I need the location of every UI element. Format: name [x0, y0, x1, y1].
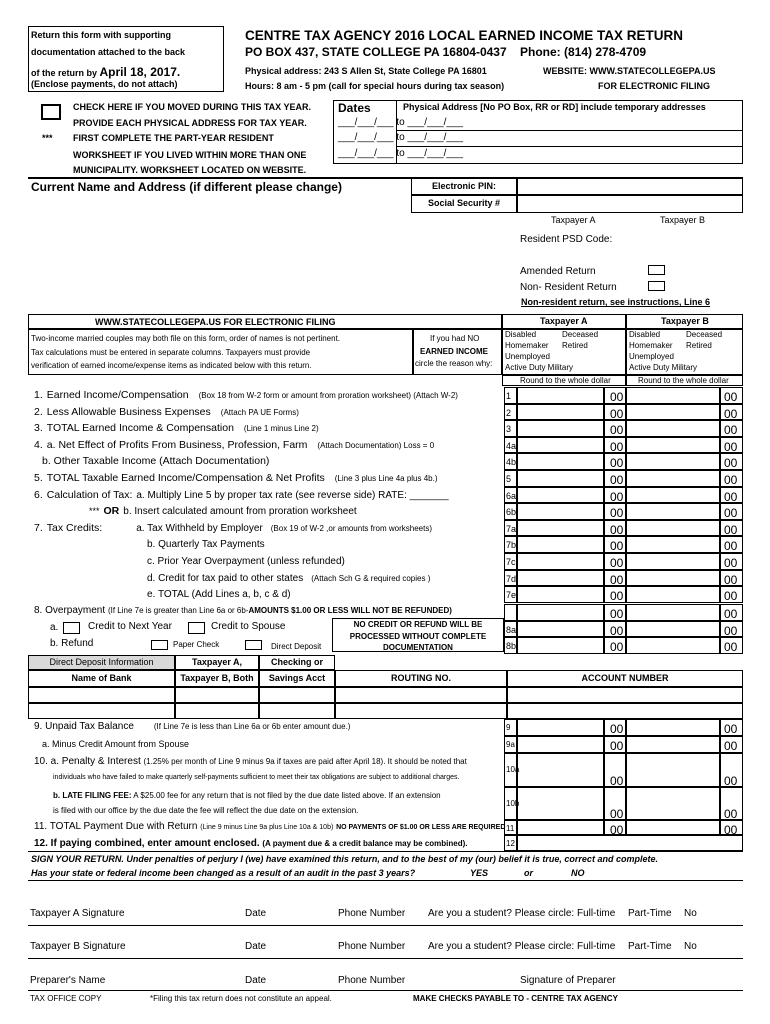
- line-8-row0-col3: 00: [720, 604, 743, 621]
- reason-b-homemaker[interactable]: Homemaker: [629, 341, 673, 350]
- nonresident-label: Non- Resident Return: [520, 282, 617, 293]
- taxpayer-a-student: Are you a student? Please circle: Full-time: [428, 908, 616, 919]
- preparer-date-label[interactable]: Date: [245, 975, 267, 986]
- electronic-filing-note: FOR ELECTRONIC FILING: [598, 81, 710, 91]
- line-code-7e: 7e: [504, 586, 517, 603]
- line-5-label: 5. TOTAL Taxable Earned Income/Compensation & Net Profits (Line 3 plus Line 4a plus 4b.): [34, 472, 438, 484]
- line-7b-taxpayer-b-input[interactable]: [626, 536, 720, 553]
- deposit-savings: Savings Acct: [268, 673, 326, 683]
- line-code-5: 5: [504, 470, 517, 487]
- line-2-taxpayer-b-input[interactable]: [626, 404, 720, 421]
- account-type-input[interactable]: [259, 687, 335, 703]
- line-1-taxpayer-b-cents: 00: [720, 387, 743, 404]
- line-4a-taxpayer-a-input[interactable]: [517, 437, 604, 454]
- line-7b-taxpayer-b-cents: 00: [720, 536, 743, 553]
- line-7e-taxpayer-b-cents: 00: [720, 586, 743, 603]
- taxpayer-b-header: Taxpayer B: [660, 215, 706, 225]
- nonresident-checkbox[interactable]: [648, 281, 665, 291]
- credit-next-year-label: Credit to Next Year: [88, 621, 172, 632]
- amended-label: Amended Return: [520, 266, 596, 277]
- line-1-taxpayer-a-cents: 00: [604, 387, 626, 404]
- line-7e-label: e. TOTAL (Add Lines a, b, c & d): [147, 589, 291, 601]
- deposit-bank-header: Name of Bank: [71, 673, 132, 683]
- line-10a-col3: 00: [720, 753, 743, 787]
- line-6b-taxpayer-b-cents: 00: [720, 503, 743, 520]
- line-12-label: 12. If paying combined, enter amount enclosed. (A payment due & a credit balance may be combined).: [34, 838, 468, 849]
- line-7a-taxpayer-a-input[interactable]: [517, 520, 604, 537]
- line-6b-taxpayer-a-cents: 00: [604, 503, 626, 520]
- line-7a-label: 7. Tax Credits: a. Tax Withheld by Employer (Box 19 of W-2 ,or amounts from worksheets): [34, 521, 432, 534]
- bank-name-input-2[interactable]: [28, 703, 175, 719]
- line-10a-col2[interactable]: [626, 753, 720, 787]
- line-7a-taxpayer-b-input[interactable]: [626, 520, 720, 537]
- audit-question: Has your state or federal income been changed as a result of an audit in the past 3 years?: [31, 868, 416, 878]
- line-code-10a: 10a: [504, 753, 517, 787]
- line-9-col2[interactable]: [626, 719, 720, 736]
- line-10b-col1: 00: [604, 787, 626, 820]
- taxpayer-a-header: Taxpayer A: [551, 215, 596, 225]
- line-7b-taxpayer-a-cents: 00: [604, 536, 626, 553]
- line-7e-taxpayer-b-input[interactable]: [626, 586, 720, 603]
- line-1-taxpayer-a-input[interactable]: [517, 387, 604, 404]
- line-code-2: 2: [504, 404, 517, 421]
- line-code-7c: 7c: [504, 553, 517, 570]
- line-7d-taxpayer-a-input[interactable]: [517, 570, 604, 587]
- reason-a-retired[interactable]: Retired: [562, 341, 588, 350]
- deposit-taxpayer-a: Taxpayer A,: [191, 657, 243, 667]
- preparer-name-label[interactable]: Preparer's Name: [30, 975, 106, 986]
- line-code-11: 11: [504, 820, 517, 835]
- line-8-row2-col2[interactable]: [626, 637, 720, 654]
- line-9a-col3: 00: [720, 736, 743, 753]
- tax-office-copy: TAX OFFICE COPY: [30, 994, 102, 1003]
- deposit-checking: Checking or: [270, 657, 323, 667]
- line-code-7a: 7a: [504, 520, 517, 537]
- taxpayer-b-student: Are you a student? Please circle: Full-time: [428, 941, 616, 952]
- line-10b-col2[interactable]: [626, 787, 720, 820]
- line-1-taxpayer-b-input[interactable]: [626, 387, 720, 404]
- line-11-col1: 00: [604, 820, 626, 835]
- taxpayer-a-signature-label[interactable]: Taxpayer A Signature: [30, 908, 125, 919]
- website: WEBSITE: WWW.STATECOLLEGEPA.US: [543, 66, 716, 76]
- line-5-taxpayer-b-input[interactable]: [626, 470, 720, 487]
- line-8-row0-col2[interactable]: [626, 604, 720, 621]
- sign-statement: SIGN YOUR RETURN. Under penalties of perjury I (we) have examined this return, and to the best of my (our) belief it is true, correct and complete.: [31, 854, 658, 864]
- line-4b-taxpayer-b-cents: 00: [720, 453, 743, 470]
- moved-line5: MUNICIPALITY. WORKSHEET LOCATED ON WEBSITE.: [73, 165, 307, 175]
- line-3-label: 3. TOTAL Earned Income & Compensation (Line 1 minus Line 2): [34, 422, 319, 435]
- line-8-code-1: 8a: [504, 621, 517, 638]
- line-8-row1-col0[interactable]: [517, 621, 604, 638]
- line-code-1: 1: [504, 387, 517, 404]
- round-note-a: Round to the whole dollar: [520, 376, 611, 385]
- preparer-phone-label[interactable]: Phone Number: [338, 975, 406, 986]
- instructions-line1: Two-income married couples may both file on this form, order of names is not pertinent.: [31, 334, 341, 343]
- line-4a-taxpayer-a-cents: 00: [604, 437, 626, 454]
- line-2-taxpayer-b-cents: 00: [720, 404, 743, 421]
- account-type-input-2[interactable]: [259, 703, 335, 719]
- line-2-taxpayer-a-cents: 00: [604, 404, 626, 421]
- no-income-line2: EARNED INCOME: [420, 347, 489, 356]
- line-9-col0[interactable]: [517, 719, 604, 736]
- line-code-3: 3: [504, 420, 517, 437]
- line-10b-label: b. LATE FILING FEE: A $25.00 fee for any return that is not filed by the due date listed above. If an extension: [53, 791, 441, 800]
- line-9a-label: a. Minus Credit Amount from Spouse: [42, 739, 190, 749]
- line-9a-col1: 00: [604, 736, 626, 753]
- reason-a-homemaker[interactable]: Homemaker: [505, 341, 549, 350]
- line-8-row2-col0[interactable]: [517, 637, 604, 654]
- paper-check-checkbox[interactable]: [151, 640, 168, 650]
- line-10a-note: individuals who have failed to make quarterly self-payments sufficient to meet their tax obligations are subject to additional charges.: [53, 774, 460, 781]
- routing-input[interactable]: [335, 687, 507, 703]
- audit-yes[interactable]: YES: [470, 868, 489, 878]
- pin-input[interactable]: [517, 177, 743, 195]
- line-7b-label: b. Quarterly Tax Payments: [147, 539, 265, 551]
- line-6a-taxpayer-a-cents: 00: [604, 487, 626, 504]
- line-4b-taxpayer-a-cents: 00: [604, 453, 626, 470]
- no-credit-line1: NO CREDIT OR REFUND WILL BE: [353, 620, 483, 629]
- taxpayer-a-phone-label[interactable]: Phone Number: [338, 908, 406, 919]
- line-3-taxpayer-b-input[interactable]: [626, 420, 720, 437]
- line-2-taxpayer-a-input[interactable]: [517, 404, 604, 421]
- line-8-row1-col2[interactable]: [626, 621, 720, 638]
- credit-spouse-checkbox[interactable]: [188, 622, 205, 634]
- line-3-taxpayer-a-cents: 00: [604, 420, 626, 437]
- deposit-routing-header: ROUTING NO.: [391, 673, 451, 683]
- line-6a-taxpayer-a-input[interactable]: [517, 487, 604, 504]
- line-7d-taxpayer-a-cents: 00: [604, 570, 626, 587]
- bank-name-input[interactable]: [28, 687, 175, 703]
- line-9a-col2[interactable]: [626, 736, 720, 753]
- audit-or: or: [524, 868, 533, 878]
- phone: Phone: (814) 278-4709: [520, 45, 647, 59]
- date-row-3[interactable]: ___/___/___ to ___/___/___: [338, 148, 464, 159]
- line-10b-col0[interactable]: [517, 787, 604, 820]
- amended-checkbox[interactable]: [648, 265, 665, 275]
- reason-b-deceased[interactable]: Deceased: [686, 330, 723, 339]
- deposit-taxpayer-input-2[interactable]: [175, 703, 259, 719]
- line-4a-taxpayer-b-cents: 00: [720, 437, 743, 454]
- taxpayer-a-no[interactable]: No: [684, 908, 697, 919]
- line-3-taxpayer-a-input[interactable]: [517, 420, 604, 437]
- line-6a-label: 6. Calculation of Tax: a. Multiply Line 5 by proper tax rate (see reverse side) RATE: _______: [34, 488, 449, 501]
- line-8-row0-col1: 00: [604, 604, 626, 621]
- deposit-taxpayer-b: Taxpayer B, Both: [180, 673, 254, 683]
- name-address-title: Current Name and Address (if different please change): [31, 180, 342, 194]
- ssn-label: Social Security #: [428, 198, 501, 208]
- paper-check-label: Paper Check: [173, 640, 220, 649]
- line-9a-col0[interactable]: [517, 736, 604, 753]
- direct-deposit-checkbox[interactable]: [245, 640, 262, 650]
- account-input[interactable]: [507, 687, 743, 703]
- line-7c-taxpayer-b-cents: 00: [720, 553, 743, 570]
- direct-deposit-label: Direct Deposit: [271, 642, 322, 651]
- reason-b-military[interactable]: Active Duty Military: [629, 363, 698, 372]
- physical-address: Physical address: 243 S Allen St, State College PA 16801: [245, 66, 487, 76]
- line-8-code-0: [504, 604, 517, 621]
- taxpayer-b-signature-label[interactable]: Taxpayer B Signature: [30, 941, 126, 952]
- line-code-6a: 6a: [504, 487, 517, 504]
- form-title: CENTRE TAX AGENCY 2016 LOCAL EARNED INCOME TAX RETURN: [245, 28, 684, 43]
- reason-a-disabled[interactable]: Disabled: [505, 330, 537, 339]
- no-income-line3: circle the reason why:: [415, 359, 493, 368]
- line-7b-taxpayer-a-input[interactable]: [517, 536, 604, 553]
- appeal-note: *Filing this tax return does not constitute an appeal.: [150, 994, 332, 1003]
- reason-b-retired[interactable]: Retired: [686, 341, 712, 350]
- line-4b-label: b. Other Taxable Income (Attach Documentation): [42, 455, 270, 468]
- instructions-line2: Tax calculations must be entered in separate columns. Taxpayers must provide: [31, 348, 311, 357]
- line-6a-taxpayer-b-input[interactable]: [626, 487, 720, 504]
- line-9-col3: 00: [720, 719, 743, 736]
- line-code-7b: 7b: [504, 536, 517, 553]
- moved-stars: ***: [42, 133, 53, 143]
- no-credit-line3: DOCUMENTATION: [383, 643, 453, 652]
- credit-spouse-label: Credit to Spouse: [211, 621, 286, 632]
- line-2-label: 2. Less Allowable Business Expenses (Attach PA UE Forms): [34, 405, 299, 418]
- payable-note: MAKE CHECKS PAYABLE TO - CENTRE TAX AGENCY: [413, 994, 618, 1003]
- date-row-1[interactable]: ___/___/___ to ___/___/___: [338, 117, 464, 128]
- deposit-taxpayer-input[interactable]: [175, 687, 259, 703]
- line-4a-taxpayer-b-input[interactable]: [626, 437, 720, 454]
- taxpayer-a-date-label[interactable]: Date: [245, 908, 267, 919]
- preparer-signature-label[interactable]: Signature of Preparer: [520, 975, 616, 986]
- line-12-amount-input[interactable]: [517, 835, 743, 851]
- deposit-account-header: ACCOUNT NUMBER: [581, 673, 669, 683]
- line-7c-taxpayer-a-cents: 00: [604, 553, 626, 570]
- deadline-line4: (Enclose payments, do not attach): [31, 79, 178, 89]
- line-10a-col1: 00: [604, 753, 626, 787]
- physical-address-label: Physical Address [No PO Box, RR or RD] include temporary addresses: [403, 102, 706, 112]
- line-5-taxpayer-a-input[interactable]: [517, 470, 604, 487]
- line-8-row2-col3: 00: [720, 637, 743, 654]
- line-4b-taxpayer-a-input[interactable]: [517, 453, 604, 470]
- reason-a-military[interactable]: Active Duty Military: [505, 363, 574, 372]
- line-code-12: 12: [504, 835, 517, 851]
- deadline-line2: documentation attached to the back: [31, 47, 186, 57]
- line-11-label: 11. TOTAL Payment Due with Return (Line 9 minus Line 9a plus Line 10a & 10b) NO PAYMENTS OF $1.00 OR LESS ARE REQUIRED: [34, 821, 506, 832]
- line-10a-label: 10. a. Penalty & Interest (1.25% per month of Line 9 minus 9a if taxes are paid after April 18). It should be noted that: [34, 756, 467, 767]
- credit-next-year-checkbox[interactable]: [63, 622, 80, 634]
- efiling-bar: WWW.STATECOLLEGEPA.US FOR ELECTRONIC FILING: [95, 317, 336, 327]
- taxpayer-b-date-label[interactable]: Date: [245, 941, 267, 952]
- line-code-9: 9: [504, 719, 517, 736]
- line-1-label: 1. Earned Income/Compensation (Box 18 from W-2 form or amount from proration worksheet) (Attach W-2): [34, 389, 458, 401]
- line-7c-taxpayer-b-input[interactable]: [626, 553, 720, 570]
- line-8-row1-col1: 00: [604, 621, 626, 638]
- line-10b-col3: 00: [720, 787, 743, 820]
- reason-header-a: Taxpayer A: [540, 316, 588, 326]
- line-11-col2[interactable]: [626, 820, 720, 835]
- routing-input-2[interactable]: [335, 703, 507, 719]
- line-11-col0[interactable]: [517, 820, 604, 835]
- line-8b-label: b. Refund: [50, 638, 94, 649]
- reason-b-disabled[interactable]: Disabled: [629, 330, 661, 339]
- line-code-4a: 4a: [504, 437, 517, 454]
- line-3-taxpayer-b-cents: 00: [720, 420, 743, 437]
- line-7a-taxpayer-b-cents: 00: [720, 520, 743, 537]
- pin-label: Electronic PIN:: [432, 181, 497, 191]
- line-code-6b: 6b: [504, 503, 517, 520]
- line-9-label: 9. Unpaid Tax Balance (If Line 7e is less than Line 6a or 6b enter amount due.): [34, 721, 351, 732]
- nonresident-note: Non-resident return, see instructions, Line 6: [521, 297, 711, 307]
- line-7e-taxpayer-a-cents: 00: [604, 586, 626, 603]
- line-7d-taxpayer-b-input[interactable]: [626, 570, 720, 587]
- deadline-line3: of the return by April 18, 2017.: [31, 65, 181, 79]
- line-8-row2-col1: 00: [604, 637, 626, 654]
- direct-deposit-info: Direct Deposit Information: [49, 657, 154, 667]
- reason-header-b: Taxpayer B: [661, 316, 709, 326]
- taxpayer-b-phone-label[interactable]: Phone Number: [338, 941, 406, 952]
- moved-line1: CHECK HERE IF YOU MOVED DURING THIS TAX YEAR.: [73, 102, 312, 112]
- no-credit-line2: PROCESSED WITHOUT COMPLETE: [349, 632, 487, 641]
- deadline-line1: Return this form with supporting: [31, 30, 171, 40]
- line-7c-label: c. Prior Year Overpayment (unless refunded): [147, 556, 345, 567]
- ssn-input[interactable]: [517, 195, 743, 213]
- audit-no[interactable]: NO: [571, 868, 585, 878]
- line-code-9a: 9a: [504, 736, 517, 753]
- moved-line2: PROVIDE EACH PHYSICAL ADDRESS FOR TAX YEAR.: [73, 118, 307, 128]
- line-7c-taxpayer-a-input[interactable]: [517, 553, 604, 570]
- line-6b-taxpayer-b-input[interactable]: [626, 503, 720, 520]
- no-income-line1: If you had NO: [430, 334, 480, 343]
- line-11-col3: 00: [720, 820, 743, 835]
- moved-checkbox[interactable]: [41, 104, 61, 120]
- line-4a-label: 4. a. Net Effect of Profits From Business, Profession, Farm (Attach Documentation) Loss = 0: [34, 438, 435, 451]
- line-5-taxpayer-a-cents: 00: [604, 470, 626, 487]
- line-code-7d: 7d: [504, 570, 517, 587]
- line-7a-taxpayer-a-cents: 00: [604, 520, 626, 537]
- psd-code-label: Resident PSD Code:: [520, 234, 613, 245]
- line-4b-taxpayer-b-input[interactable]: [626, 453, 720, 470]
- taxpayer-b-parttime[interactable]: Part-Time: [628, 941, 672, 952]
- reason-a-unemployed[interactable]: Unemployed: [505, 352, 550, 361]
- line-10a-col0[interactable]: [517, 753, 604, 787]
- line-8-code-2: 8b: [504, 637, 517, 654]
- line-code-4b: 4b: [504, 453, 517, 470]
- line-7d-label: d. Credit for tax paid to other states (Attach Sch G & required copies ): [147, 572, 431, 584]
- line-code-10b: 10b: [504, 787, 517, 820]
- round-note-b: Round to the whole dollar: [638, 376, 729, 385]
- po-box: PO BOX 437, STATE COLLEGE PA 16804-0437: [245, 45, 507, 59]
- line-6b-taxpayer-a-input[interactable]: [517, 503, 604, 520]
- account-input-2[interactable]: [507, 703, 743, 719]
- line-8-label: 8. Overpayment (If Line 7e is greater than Line 6a or 6b-AMOUNTS $1.00 OR LESS WILL NOT BE REFUNDED): [34, 605, 452, 616]
- line-6b-label: *** OR b. Insert calculated amount from proration worksheet: [89, 505, 357, 518]
- line-8-row0-col0[interactable]: [517, 604, 604, 621]
- reason-b-unemployed[interactable]: Unemployed: [629, 352, 674, 361]
- line-9-col1: 00: [604, 719, 626, 736]
- line-10b-note: is filed with our office by the due date the fee will reflect the due date on the extension.: [53, 806, 359, 815]
- line-6a-taxpayer-b-cents: 00: [720, 487, 743, 504]
- line-8-row1-col3: 00: [720, 621, 743, 638]
- date-row-2[interactable]: ___/___/___ to ___/___/___: [338, 132, 464, 143]
- instructions-line3: verification of earned income/expense items as indicated below with this return.: [31, 361, 312, 370]
- reason-a-deceased[interactable]: Deceased: [562, 330, 599, 339]
- moved-line4: WORKSHEET IF YOU LIVED WITHIN MORE THAN ONE: [73, 150, 307, 160]
- line-7e-taxpayer-a-input[interactable]: [517, 586, 604, 603]
- taxpayer-b-no[interactable]: No: [684, 941, 697, 952]
- line-8a-label: a.: [50, 622, 59, 633]
- line-5-taxpayer-b-cents: 00: [720, 470, 743, 487]
- line-7d-taxpayer-b-cents: 00: [720, 570, 743, 587]
- hours: Hours: 8 am - 5 pm (call for special hours during tax season): [245, 81, 505, 91]
- moved-line3: FIRST COMPLETE THE PART-YEAR RESIDENT: [73, 133, 274, 143]
- taxpayer-a-parttime[interactable]: Part-Time: [628, 908, 672, 919]
- dates-label: Dates: [338, 101, 371, 115]
